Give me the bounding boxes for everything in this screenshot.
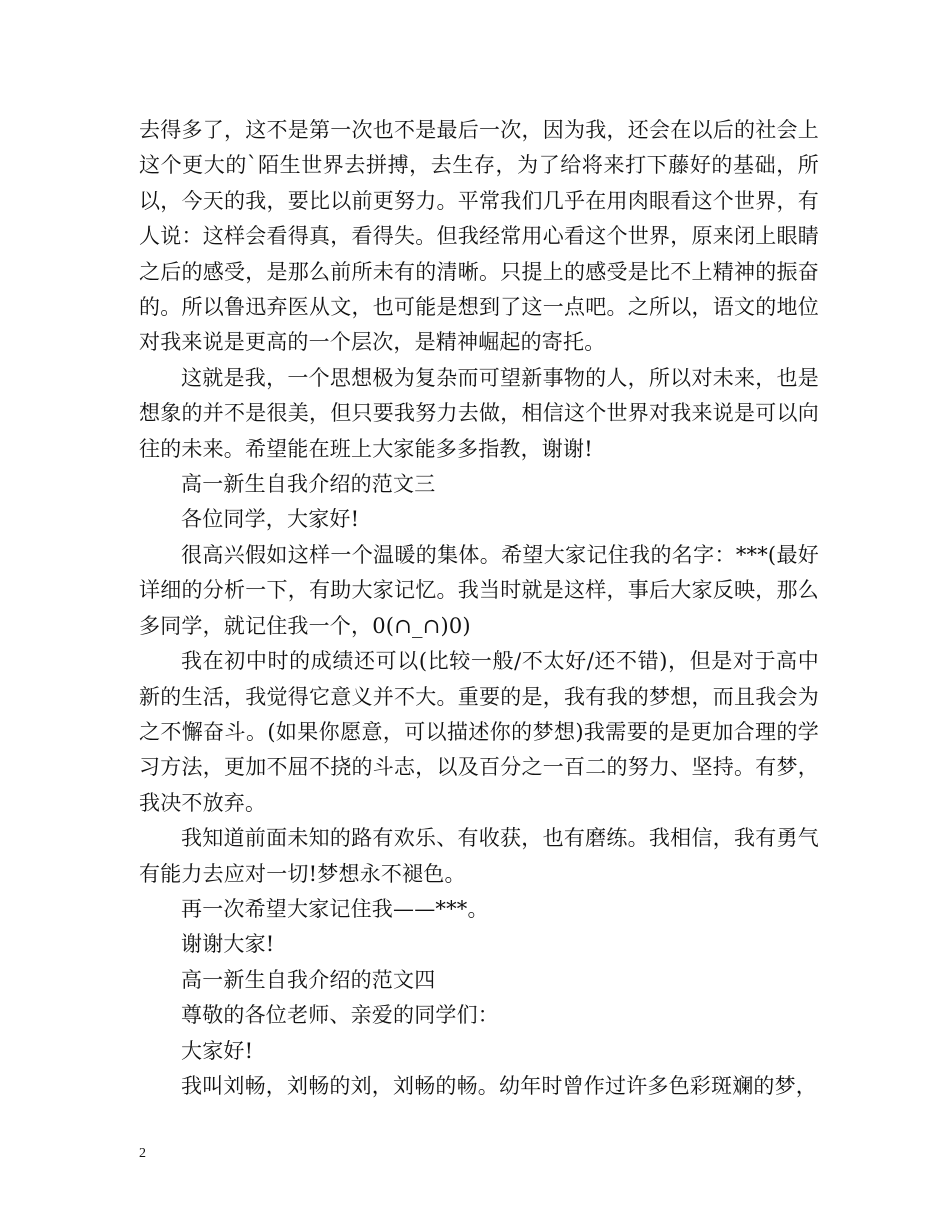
section-heading-sample-four: 高一新生自我介绍的范文四 <box>181 967 436 992</box>
document-body <box>139 113 819 1104</box>
paragraph-conclusion: 这就是我，一个思想极为复杂而可望新事物的人，所以对未来，也是想象的并不是很美，但只要我努力去做，相信这个世界对我来说是可以向往的未来。希望能在班上大家能多多指教，谢谢! <box>139 365 819 461</box>
paragraph-continuation: 去得多了，这不是第一次也不是最后一次，因为我，还会在以后的社会上这个更大的`陌生世界去拼搏，去生存，为了给将来打下藤好的基础，所以，今天的我，要比以前更努力。平常我们几乎在用肉眼看这个世界，有人说：这样会看得真，看得失。但我经常用心看这个世界，原来闭上眼睛之后的感受，是那么前所未有的清晰。只提上的感受是比不上精神的振奋的。所以鲁迅弃医从文，也可能是想到了这一点吧。之所以，语文的地位对我来说是更高的一个层次，是精神崛起的寄托。 <box>139 118 819 355</box>
greeting-line-two: 大家好! <box>181 1038 254 1063</box>
paragraph-remember-me: 再一次希望大家记住我——***。 <box>181 896 489 921</box>
paragraph-thanks: 谢谢大家! <box>181 932 275 957</box>
paragraph-courage: 我知道前面未知的路有欢乐、有收获，也有磨练。我相信，我有勇气有能力去应对一切!梦想永不褪色。 <box>139 826 819 886</box>
paragraph-dream: 我在初中时的成绩还可以(比较一般/不太好/还不错)，但是对于高中新的生活，我觉得它意义并不大。重要的是，我有我的梦想，而且我会为之不懈奋斗。(如果你愿意，可以描述你的梦想)我需要的是更加合理的学习方法，更加不屈不挠的斗志，以及百分之一百二的努力、坚持。有梦，我决不放弃。 <box>139 649 819 815</box>
page-number: 2 <box>139 1146 146 1161</box>
section-heading-sample-three: 高一新生自我介绍的范文三 <box>181 472 436 497</box>
greeting-line: 各位同学，大家好! <box>181 507 360 532</box>
paragraph-introduction: 很高兴假如这样一个温暖的集体。希望大家记住我的名字：***(最好详细的分析一下，有助大家记忆。我当时就是这样，事后大家反映，那么多同学，就记住我一个，0(∩_∩)0) <box>139 542 819 638</box>
salutation-line: 尊敬的各位老师、亲爱的同学们： <box>181 1003 499 1028</box>
paragraph-self-intro: 我叫刘畅，刘畅的刘，刘畅的畅。幼年时曾作过许多色彩斑斓的梦， <box>181 1073 817 1098</box>
